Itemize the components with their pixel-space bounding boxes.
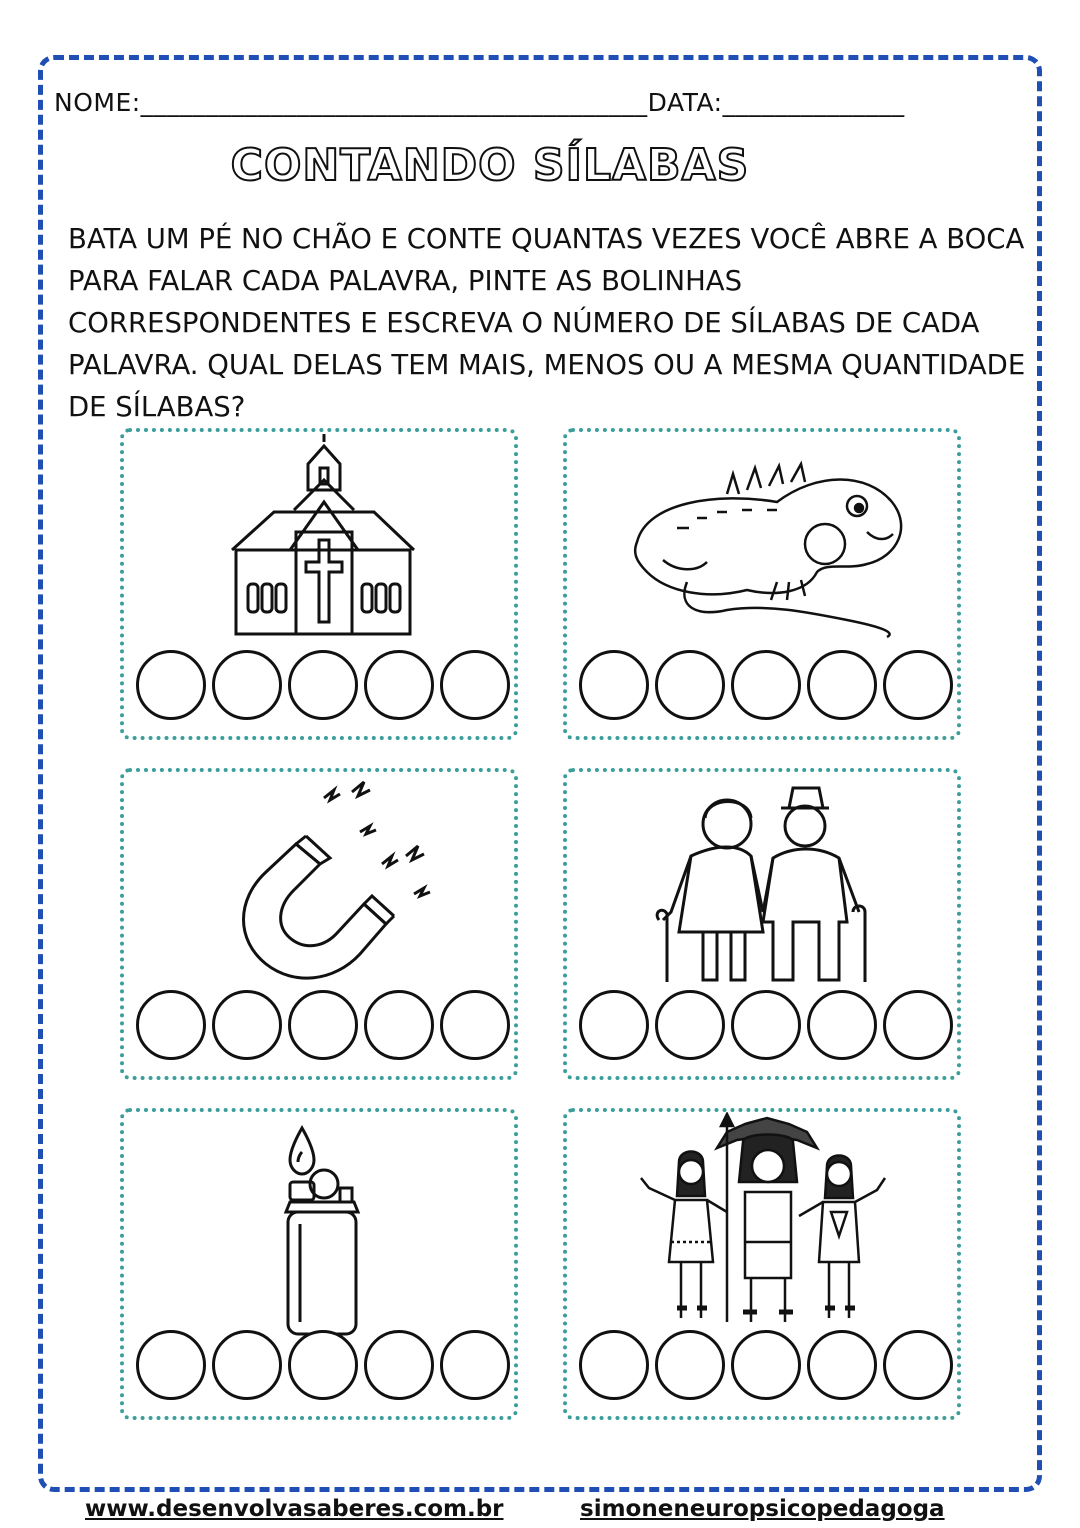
syllable-circle[interactable] [807, 1330, 877, 1400]
syllable-circle[interactable] [364, 990, 434, 1060]
card-church [120, 428, 518, 740]
syllable-circles [579, 650, 953, 722]
footer-website[interactable]: www.desenvolvasaberes.com.br [85, 1496, 504, 1522]
syllable-circles [579, 990, 953, 1062]
syllable-circle[interactable] [136, 1330, 206, 1400]
syllable-circle[interactable] [807, 650, 877, 720]
syllable-circle[interactable] [136, 650, 206, 720]
syllable-circle[interactable] [440, 990, 510, 1060]
syllable-circle[interactable] [807, 990, 877, 1060]
syllable-circle[interactable] [883, 650, 953, 720]
syllable-circle[interactable] [731, 1330, 801, 1400]
syllable-circle[interactable] [212, 650, 282, 720]
syllable-circle[interactable] [288, 650, 358, 720]
syllable-circle[interactable] [288, 990, 358, 1060]
syllable-circles [136, 1330, 510, 1402]
syllable-circle[interactable] [579, 1330, 649, 1400]
syllable-circles [136, 990, 510, 1062]
syllable-circle[interactable] [731, 990, 801, 1060]
card-elderly-couple [563, 768, 961, 1080]
syllable-circle[interactable] [288, 1330, 358, 1400]
syllable-circle[interactable] [440, 1330, 510, 1400]
syllable-circle[interactable] [655, 990, 725, 1060]
syllable-circle[interactable] [579, 990, 649, 1060]
syllable-circle[interactable] [364, 650, 434, 720]
card-magnet [120, 768, 518, 1080]
instructions: BATA UM PÉ NO CHÃO E CONTE QUANTAS VEZES VOCÊ ABRE A BOCA PARA FALAR CADA PALAVRA, PINTE AS BOLINHAS CORRESPONDENTES E ESCREVA O NÚMERO DE SÍLABAS DE CADA PALAVRA. QUAL DELAS TEM MAIS, MENOS OU A MESMA QUANTIDADE DE SÍLABAS? [68, 223, 1026, 423]
syllable-circles [579, 1330, 953, 1402]
footer-author: simoneneuropsicopedagoga [580, 1496, 945, 1522]
syllable-circle[interactable] [655, 1330, 725, 1400]
card-indigenous-people [563, 1108, 961, 1420]
name-field[interactable]: _______________________________________ [140, 88, 648, 117]
date-field[interactable]: ______________ [722, 88, 905, 117]
syllable-circle[interactable] [883, 1330, 953, 1400]
syllable-circle[interactable] [883, 990, 953, 1060]
syllable-circle[interactable] [655, 650, 725, 720]
syllable-circle[interactable] [579, 650, 649, 720]
syllable-circle[interactable] [212, 1330, 282, 1400]
card-iguana [563, 428, 961, 740]
syllable-circles [136, 650, 510, 722]
header-line [54, 88, 1024, 117]
syllable-circle[interactable] [731, 650, 801, 720]
syllable-circle[interactable] [212, 990, 282, 1060]
card-lighter [120, 1108, 518, 1420]
name-label: NOME: [54, 88, 141, 117]
date-label: DATA: [647, 88, 723, 117]
syllable-circle[interactable] [440, 650, 510, 720]
syllable-circle[interactable] [364, 1330, 434, 1400]
syllable-circle[interactable] [136, 990, 206, 1060]
page-title: CONTANDO SÍLABAS [230, 140, 750, 191]
